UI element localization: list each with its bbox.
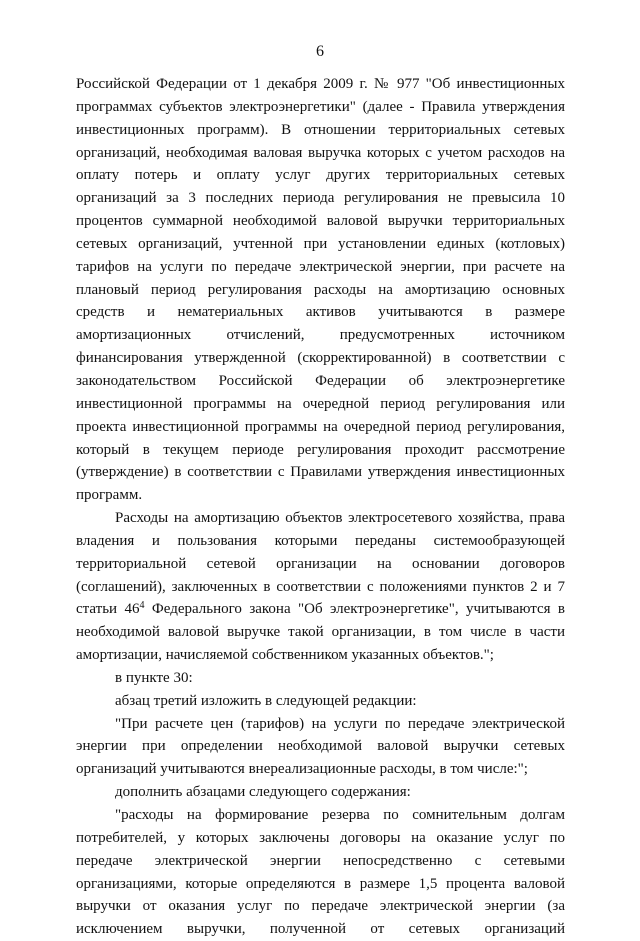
paragraph-continuation: Российской Федерации от 1 декабря 2009 г. № 977 "Об инвестиционных программах субъектов электроэнергетики" (далее - Правила утверждения инвестиционных программ). В отношении территориальных сетевых организаций, необходимая валовая выручка которых с учетом расходов на оплату потерь и оплату услуг других территориальных сетевых организаций за 3 последних периода регулирования не превысила 10 процентов суммарной необходимой валовой выручки территориальных сетевых организаций, учтенной при установлении единых (котловых) тарифов на услуги по передаче электрической энергии, при расчете на плановый период регулирования расходы на амортизацию основных средств и нематериальных активов учитываются в размере амортизационных отчислений, предусмотренных источником финансирования утвержденной (скорректированной) в соответствии с законодательством Российской Федерации об электроэнергетике инвестиционной программы на очередной период регулирования или проекта инвестиционной программы на очередной период регулирования, который в текущем периоде регулирования проходит рассмотрение (утверждение) в соответствии с Правилами утверждения инвестиционных программ.	[76, 76, 565, 504]
paragraph-depreciation-system-network	[76, 507, 565, 667]
paragraph-supplement: дополнить абзацами следующего содержания:	[115, 784, 411, 801]
paragraph-third-indent: абзац третий изложить в следующей редакции:	[115, 692, 417, 709]
article-superscript: 4	[139, 600, 145, 612]
paragraph-doubtful-debts: "расходы на формирование резерва по сомнительным долгам потребителей, у которых заключены договоры на оказание услуг по передаче электрической энергии непосредственно с сетевыми организациями, которые определяются в размере 1,5 процента валовой выручки от оказания услуг по передаче электрической энергии (за исключением выручки, полученной от сетевых организаций	[76, 807, 565, 938]
paragraph-text-part: Федерального закона "Об электроэнергетике", учитываются в необходимой валовой выручке такой организации, в том числе в части амортизации, начисляемой собственником указанных объектов.";	[76, 601, 566, 664]
paragraph-text-part: Расходы на амортизацию объектов электросетевого хозяйства, права владения и пользования которыми переданы системообразующей территориальной сетевой организации на основании договоров (соглашений), заключенных в соответствии с положениями пунктов 2 и 7 статьи 46	[76, 510, 565, 618]
paragraph-quoted-pricing: "При расчете цен (тарифов) на услуги по передаче электрической энергии при определении необходимой валовой выручки сетевых организаций учитываются внереализационные расходы, в том числе:";	[76, 715, 565, 778]
document-body	[76, 73, 565, 941]
page-number: 6	[316, 43, 324, 60]
paragraph-clause-30: в пункте 30:	[115, 669, 193, 686]
